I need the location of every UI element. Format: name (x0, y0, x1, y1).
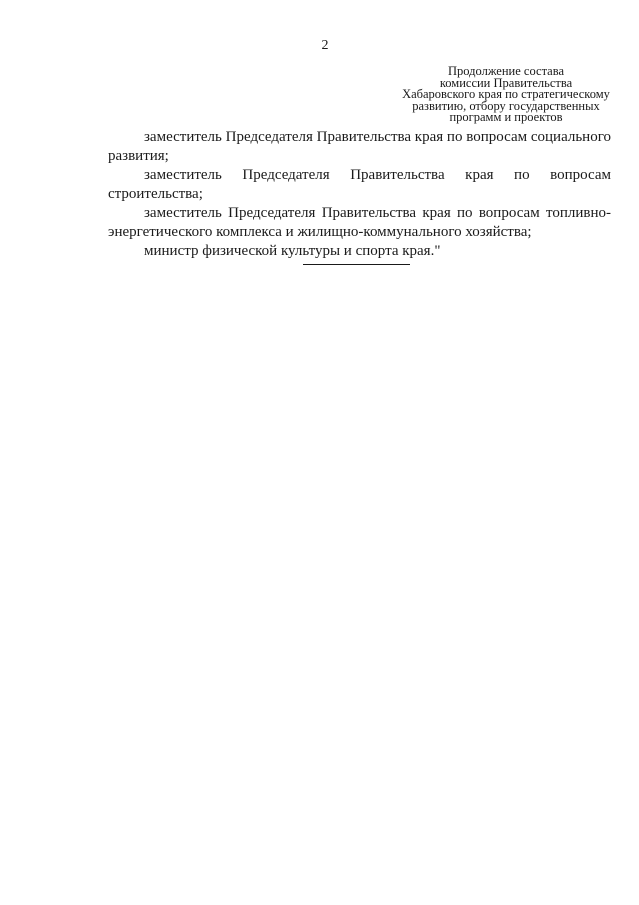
continuation-header (394, 66, 618, 124)
member-item: заместитель Председателя Правительства края по вопросам строительства; (108, 167, 611, 202)
member-item: заместитель Председателя Правительства края по вопросам социального развития; (108, 129, 611, 164)
member-list (108, 128, 611, 261)
member-item: заместитель Председателя Правительства края по вопросам топливно-энергетического комплекса и жилищно-коммунального хозяйства; (108, 205, 611, 240)
header-line: Хабаровского края по стратегическому (402, 87, 610, 101)
page-number: 2 (321, 38, 329, 53)
header-line: Продолжение состава (447, 64, 565, 78)
header-line: комиссии Правительства (439, 75, 573, 90)
header-line: программ и проектов (449, 110, 563, 124)
header-line: развитию, отбору государственных (412, 98, 600, 113)
closing-divider (303, 264, 410, 265)
member-item: министр физической культуры и спорта края." (144, 243, 441, 259)
